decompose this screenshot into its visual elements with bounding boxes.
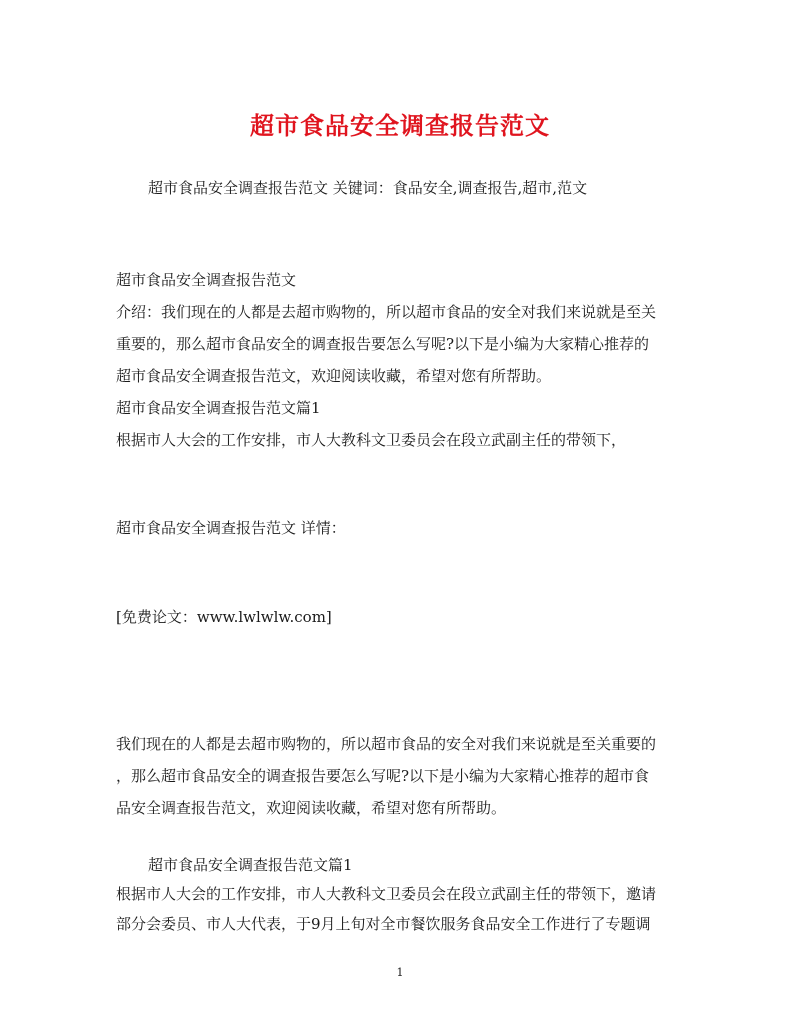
body-line: 品安全调查报告范文，欢迎阅读收藏，希望对您有所帮助。 [116,799,507,817]
intro-line: 重要的，那么超市食品安全的调查报告要怎么写呢?以下是小编为大家精心推荐的 [116,335,650,353]
intro-line: 介绍：我们现在的人都是去超市购物的，所以超市食品的安全对我们来说就是至关 [116,303,657,321]
source-link[interactable]: [免费论文：www.lwlwlw.com] [116,608,332,626]
document-title: 超市食品安全调查报告范文 [250,111,550,140]
keywords-line: 超市食品安全调查报告范文 关键词：食品安全,调查报告,超市,范文 [148,179,588,197]
body-subheading: 超市食品安全调查报告范文篇1 [148,856,353,874]
intro-summary: 根据市人大会的工作安排，市人大教科文卫委员会在段立武副主任的带领下， [116,431,627,449]
body-line: ，那么超市食品安全的调查报告要怎么写呢?以下是小编为大家精心推荐的超市食 [116,767,650,785]
body-line: 我们现在的人都是去超市购物的，所以超市食品的安全对我们来说就是至关重要的 [116,735,657,753]
body-paragraph-line: 根据市人大会的工作安排，市人大教科文卫委员会在段立武副主任的带领下，邀请 [116,885,657,903]
intro-heading: 超市食品安全调查报告范文 [116,271,297,289]
intro-subheading: 超市食品安全调查报告范文篇1 [116,399,321,417]
body-paragraph-line: 部分会委员、市人大代表，于9月上旬对全市餐饮服务食品安全工作进行了专题调 [116,915,651,933]
intro-line: 超市食品安全调查报告范文，欢迎阅读收藏，希望对您有所帮助。 [116,367,552,385]
page-number: 1 [396,966,404,979]
details-line: 超市食品安全调查报告范文 详情： [116,519,346,537]
